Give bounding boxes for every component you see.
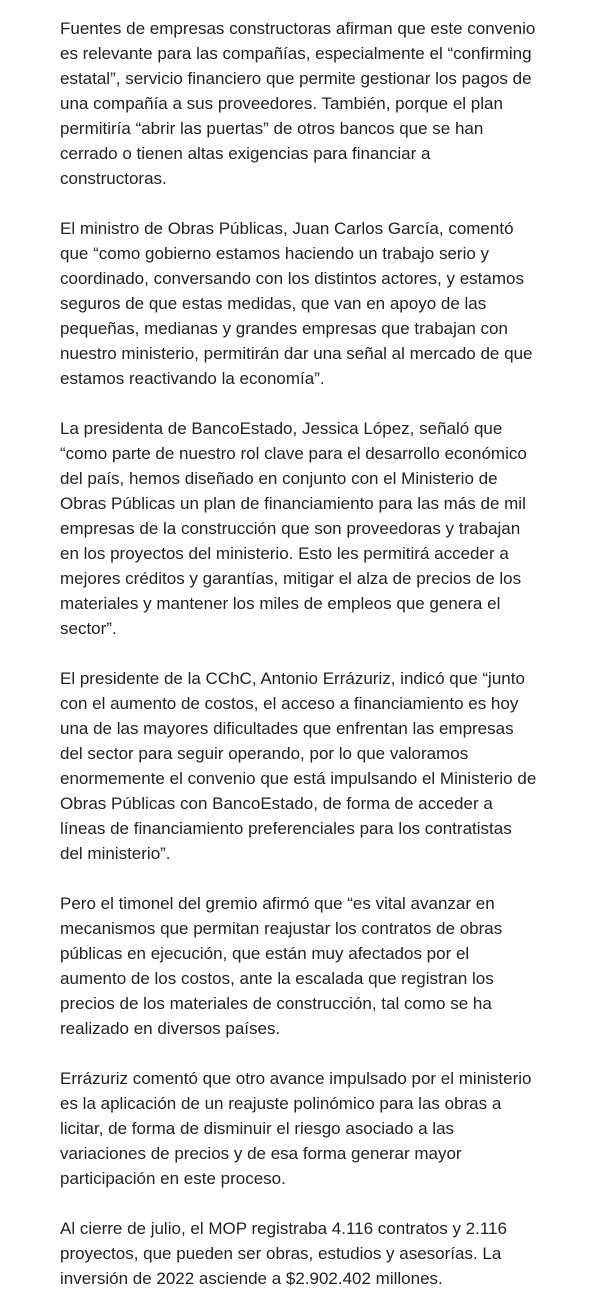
paragraph-reajuste-polinomico: Errázuriz comentó que otro avance impulsado por el ministerio es la aplicación de un reajuste polinómico para las obras a licitar, de forma de disminuir el riesgo asociado a las variaciones de precios y de esa forma generar mayor participación en este proceso. [60, 1069, 532, 1188]
paragraph-bancoestado-quote: La presidenta de BancoEstado, Jessica López, señaló que “como parte de nuestro rol clave para el desarrollo económico del país, hemos diseñado en conjunto con el Ministerio de Obras Públicas un plan de financiamiento para las más de mil empresas de la construcción que son proveedoras y trabajan en los proyectos del ministerio. Esto les permitirá acceder a mejores créditos y garantías, mitigar el alza de precios de los materiales y mantener los miles de empleos que genera el sector”. [60, 419, 527, 638]
paragraph-mop-cifras: Al cierre de julio, el MOP registraba 4.116 contratos y 2.116 proyectos, que pueden ser obras, estudios y asesorías. La inversión de 2022 asciende a $2.902.402 millones. [60, 1219, 507, 1288]
paragraph-cchc-quote: El presidente de la CChC, Antonio Errázuriz, indicó que “junto con el aumento de costos, el acceso a financiamiento es hoy una de las mayores dificultades que enfrentan las empresas del sector para seguir operando, por lo que valoramos enormemente el convenio que está impulsando el Ministerio de Obras Públicas con BancoEstado, de forma de acceder a líneas de financiamiento preferenciales para los contratistas del ministerio”. [60, 669, 537, 863]
paragraph-confirming: Fuentes de empresas constructoras afirman que este convenio es relevante para las compañías, especialmente el “confirming estatal”, servicio financiero que permite gestionar los pagos de una compañía a sus proveedores. También, porque el plan permitiría “abrir las puertas” de otros bancos que se han cerrado o tienen altas exigencias para financiar a constructoras. [60, 19, 536, 188]
paragraph-ministro-quote: El ministro de Obras Públicas, Juan Carlos García, comentó que “como gobierno estamos haciendo un trabajo serio y coordinado, conversando con los distintos actores, y estamos seguros de que estas medidas, que van en apoyo de las pequeñas, medianas y grandes empresas que trabajan con nuestro ministerio, permitirán dar una señal al mercado de que estamos reactivando la economía”. [60, 219, 533, 388]
article-body [60, 16, 560, 1316]
paragraph-gremio-reajuste: Pero el timonel del gremio afirmó que “es vital avanzar en mecanismos que permitan reajustar los contratos de obras públicas en ejecución, que están muy afectados por el aumento de los costos, ante la escalada que registran los precios de los materiales de construcción, tal como se ha realizado en diversos países. [60, 894, 503, 1038]
